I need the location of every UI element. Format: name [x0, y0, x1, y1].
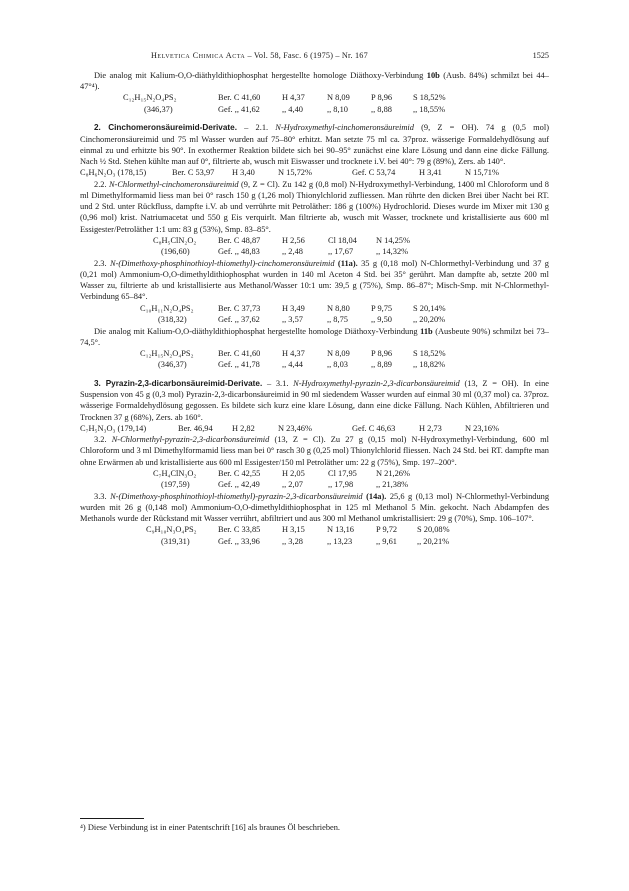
analysis-3-2-ber: [80, 468, 549, 480]
anal-val: ,, 17,67: [328, 247, 354, 257]
compound-number: (14a).: [362, 491, 387, 501]
formula: C₇H₄ClN₃O₂: [153, 468, 197, 478]
text: (13, Z = Cl). Zu 27 g (0,15 mol) N-Hydroxymethyl-Verbindung, 600 ml Chloroform und 3 ml Dimethylformamid liess man bei 0° rasch 30 g (0,25 mol) Thionylchlorid fliessen. Nach 24 Std. bei RT. dampfte man ohne Erwärmen ab und kristallisierte aus 600 ml Essigester/150 ml Petroläther um: 22 g (75%), Smp. 197–200°.: [80, 435, 549, 467]
anal-val: P 9,75: [371, 303, 393, 313]
anal-val: N 21,26%: [376, 468, 410, 478]
section-2-3: [80, 258, 549, 303]
text: (Ausbeute 90%) schmilzt bei 73–74,5°.: [80, 326, 549, 347]
section-3-1: [80, 378, 549, 423]
text: – 3.1.: [262, 378, 294, 388]
intro-analysis-ber: [80, 92, 549, 104]
anal-val: ,, 3,28: [282, 536, 303, 546]
anal-val: H 3,40: [232, 168, 255, 178]
formula: C₇H₅N₃O₃ (179,14): [80, 423, 147, 433]
anal-val: N 8,09: [327, 348, 350, 358]
formula: C₁₂H₁₅N₂O₄PS₂: [123, 93, 177, 103]
anal-val: N 23,46%: [278, 423, 312, 433]
anal-val: ,, 13,23: [327, 536, 353, 546]
section-2-2: [80, 179, 549, 235]
anal-val: S 20,08%: [417, 525, 450, 535]
analysis-3-3-ber: [80, 524, 549, 536]
anal-val: H 3,49: [282, 303, 305, 313]
analysis-2-3b-ber: [80, 348, 549, 360]
anal-val: Gef. C 46,63: [352, 423, 396, 433]
analysis-2-3-ber: [80, 303, 549, 315]
anal-val: ,, 8,10: [327, 104, 348, 114]
anal-val: Ber. C 33,85: [218, 525, 261, 535]
intro-text-1: Die analog mit Kalium-O,O-diäthyldithiophosphat hergestellte homologe Diäthoxy-Verbindung: [94, 71, 427, 80]
anal-val: P 8,96: [371, 93, 393, 103]
compound-name: N-(Dimethoxy-phosphinothioyl-thiomethyl)-pyrazin-2,3-dicarbonsäureimid: [110, 491, 363, 501]
compound-name: N-Chlormethyl-pyrazin-2,3-dicarbonsäureimid: [111, 435, 270, 445]
footnote-text: Diese Verbindung ist in einer Patentschrift [16] als braunes Öl beschrieben.: [85, 823, 341, 832]
anal-val: ,, 9,50: [371, 315, 392, 325]
mol-weight: (318,32): [158, 315, 187, 325]
anal-val: Cl 18,04: [328, 235, 357, 245]
intro-compound: 10b: [426, 71, 440, 80]
anal-val: H 3,41: [419, 168, 442, 178]
analysis-2-2-ber: [80, 235, 549, 247]
anal-val: H 2,82: [232, 423, 255, 433]
anal-val: ,, 21,38%: [376, 480, 409, 490]
anal-val: N 8,09: [327, 93, 350, 103]
anal-val: ,, 2,48: [282, 247, 303, 257]
analysis-2-3-gef: [80, 314, 549, 326]
footnote-rule: [80, 818, 144, 819]
text: 25,6 g (0,13 mol) N-Chlormethyl-Verbindung wurden mit 26 g (0,148 mol) Ammonium-O,O-dimethyldithiophosphat in 125 ml Methanol 5 Min. gekocht. Nach Abdampfen des Methanols wurde der Rückstand mit Wasser verrührt, abfiltriert und aus 300 ml Methanol umkristallisiert: 29 g (70%), Smp. 106–107°.: [80, 491, 550, 524]
anal-val: H 4,37: [282, 93, 305, 103]
anal-val: Gef. ,, 41,78: [218, 360, 260, 370]
anal-val: Gef. C 53,74: [352, 168, 396, 178]
section-2-1: [80, 122, 549, 167]
article-body: [80, 70, 549, 547]
anal-val: ,, 9,61: [376, 536, 397, 546]
anal-val: Gef. ,, 37,62: [218, 315, 260, 325]
anal-val: ,, 8,88: [371, 104, 392, 114]
anal-val: ,, 14,32%: [376, 247, 409, 257]
header-title: [151, 50, 368, 61]
text: – 2.1.: [236, 123, 276, 133]
compound-name: N-Hydroxymethyl-pyrazin-2,3-dicarbonsäureimid: [293, 378, 460, 388]
footnote: [80, 822, 549, 833]
intro-paragraph: [80, 70, 549, 92]
compound-name: N-Hydroxymethyl-cinchomeronsäureimid: [275, 123, 414, 133]
anal-val: ,, 4,40: [282, 104, 303, 114]
text: Die analog mit Kalium-O,O-diäthyldithiophosphat hergestellte homologe Diäthoxy-Verbindung: [94, 326, 421, 336]
anal-val: P 9,72: [376, 525, 398, 535]
text: 3.2.: [94, 435, 112, 445]
anal-val: N 15,71%: [465, 168, 499, 178]
text: 3.3.: [94, 491, 111, 501]
text: (9, Z = Cl). Zu 142 g (0,8 mol) N-Hydroxymethyl-Verbindung, 1400 ml Chloroform und 8 ml Dimethylformamid liess man bei 0° rasch 150 g (1,26 mol) Thionylchlorid zufliessen. Man rührte den dicken Brei über Nacht bei RT. und 2 Std. unter Rückfluss, dampfte i.V. ab und verrührte mit Petroläther: 186 g (100%) Hydrochlorid. Dieses wurde im Mixer mit 130 g (0,96 mol) krist. Natriumacetat und 550 g Eis verquirlt. Man filtrierte ab, wusch mit Wasser, trocknete und kristallisierte aus 600 ml Essigester/Petroläther 1:1 um: 83 g (53%), Smp. 83–85°.: [80, 179, 549, 234]
compound-name: N-Chlormethyl-cinchomeronsäureimid: [108, 179, 239, 189]
anal-val: ,, 2,07: [282, 480, 303, 490]
mol-weight: (196,60): [161, 247, 190, 257]
anal-val: ,, 8,89: [371, 360, 392, 370]
anal-val: ,, 18,55%: [413, 104, 446, 114]
intro-text-2: (Ausb. 84%) schmilzt bei 44–47°⁴).: [80, 71, 549, 92]
text: 2.2.: [94, 179, 109, 189]
anal-val: H 3,15: [282, 525, 305, 535]
anal-val: Gef. ,, 42,49: [218, 480, 260, 490]
anal-val: Gef. ,, 41,62: [218, 104, 260, 114]
anal-val: S 18,52%: [413, 348, 446, 358]
analysis-3-1: [80, 423, 549, 435]
anal-val: ,, 18,82%: [413, 360, 446, 370]
mol-weight: (346,37): [158, 360, 187, 370]
anal-val: Ber. 46,94: [178, 423, 213, 433]
formula: C₁₀H₁₁N₂O₄PS₂: [140, 303, 194, 313]
text: (9, Z = OH). 74 g (0,5 mol) Cinchomeronsäureimid und 75 ml Wasser wurden auf 75–80° erhitzt. Man setzte 75 ml ca. 37proz. wässerige Formaldehydlösung auf einmal zu und erhitzte bis 90°. In exothermer Reaktion bildete sich bei 90–95° zunächst eine klare Lösung und dann eine dicke Fällung. Nach ½ Std. Stehen kühlte man auf 0°, filtrierte ab, wusch mit Eiswasser und trocknete i.V. bei 40°: 79 g (89%), Zers. ab 140°.: [80, 123, 549, 167]
anal-val: Cl 17,95: [328, 468, 357, 478]
anal-val: ,, 20,20%: [413, 315, 446, 325]
running-header: [80, 50, 549, 62]
anal-val: Gef. ,, 48,83: [218, 247, 260, 257]
formula: C₁₂H₁₅N₂O₄PS₂: [140, 348, 194, 358]
anal-val: ,, 8,03: [327, 360, 348, 370]
anal-val: P 8,96: [371, 348, 393, 358]
anal-val: Ber. C 37,73: [218, 303, 261, 313]
mol-weight: (319,31): [161, 536, 190, 546]
anal-val: ,, 3,57: [282, 315, 303, 325]
footnote-mark: ⁴): [80, 823, 86, 832]
journal-meta: – Vol. 58, Fasc. 6 (1975) – Nr. 167: [245, 51, 368, 60]
anal-val: H 2,73: [419, 423, 442, 433]
anal-val: H 4,37: [282, 348, 305, 358]
formula: C₈H₅ClN₂O₂: [153, 235, 197, 245]
journal-name: Helvetica Chimica Acta: [151, 51, 246, 60]
text: (13, Z = OH). In eine Suspension von 45 g (0,3 mol) Pyrazin-2,3-dicarbonsäureimid in 90 ml siedendem Wasser wurden auf einmal 30 ml (0,37 mol) ca. 37proz. wässerige Formaldehydlösung gegossen. Es bildete sich kurz eine klare Lösung, dann eine dicke Fällung. Nach Kühlen, Abfiltrieren und Trocknen 37 g (68%), Zers. ab 160°.: [80, 378, 549, 422]
anal-val: ,, 4,44: [282, 360, 303, 370]
anal-val: N 13,16: [327, 525, 354, 535]
anal-val: Ber. C 41,60: [218, 93, 261, 103]
section-heading: 3. Pyrazin-2,3-dicarbonsäureimid-Derivate.: [94, 378, 263, 388]
anal-val: ,, 20,21%: [417, 536, 450, 546]
anal-val: N 23,16%: [465, 423, 499, 433]
formula: C₈H₆N₂O₃ (178,15): [80, 168, 147, 178]
anal-val: H 2,56: [282, 235, 305, 245]
text: 2.3.: [94, 258, 110, 268]
analysis-2-1: [80, 167, 549, 179]
anal-val: Ber. C 41,60: [218, 348, 261, 358]
compound-name: N-(Dimethoxy-phosphinothioyl-thiomethyl)-cinchomeronsäureimid: [109, 258, 335, 268]
anal-val: Ber. C 42,55: [218, 468, 261, 478]
mol-weight: (197,59): [161, 480, 190, 490]
anal-val: Ber. C 53,97: [172, 168, 215, 178]
anal-val: H 2,05: [282, 468, 305, 478]
intro-analysis-gef: [80, 104, 549, 116]
text: 35 g (0,18 mol) N-Chlormethyl-Verbindung und 37 g (0,21 mol) Ammonium-O,O-dimethyldithiophosphat wurden in 140 ml Aceton 4 Std. bei 35° gerührt. Man dampfte ab, setzte 200 ml Wasser zu, filtrierte ab und kristallisierte aus Methanol/Wasser 10:1 um: 39,5 g (75%), Smp. 86–87°; Misch-Smp. mit N-Chlormethyl-Verbindung 65–84°.: [80, 258, 549, 302]
analysis-3-3-gef: [80, 536, 549, 548]
anal-val: N 15,72%: [278, 168, 312, 178]
page-number: 1525: [532, 51, 549, 60]
anal-val: ,, 17,98: [328, 480, 354, 490]
formula: C₉H₁₀N₃O₄PS₂: [146, 525, 197, 535]
compound-number: 11b: [420, 326, 433, 336]
analysis-2-2-gef: [80, 246, 549, 258]
section-3-3: [80, 491, 549, 525]
anal-val: Gef. ,, 33,96: [218, 536, 260, 546]
anal-val: S 20,14%: [413, 303, 446, 313]
anal-val: ,, 8,75: [327, 315, 348, 325]
anal-val: N 14,25%: [376, 235, 410, 245]
anal-val: Ber. C 48,87: [218, 235, 261, 245]
section-heading: 2. Cinchomeronsäureimid-Derivate.: [94, 123, 237, 133]
anal-val: N 8,80: [327, 303, 350, 313]
analysis-3-2-gef: [80, 479, 549, 491]
compound-number: (11a).: [334, 258, 358, 268]
anal-val: S 18,52%: [413, 93, 446, 103]
section-3-2: [80, 434, 549, 468]
section-2-3-homolog: [80, 326, 549, 348]
mol-weight: (346,37): [144, 104, 173, 114]
analysis-2-3b-gef: [80, 359, 549, 371]
